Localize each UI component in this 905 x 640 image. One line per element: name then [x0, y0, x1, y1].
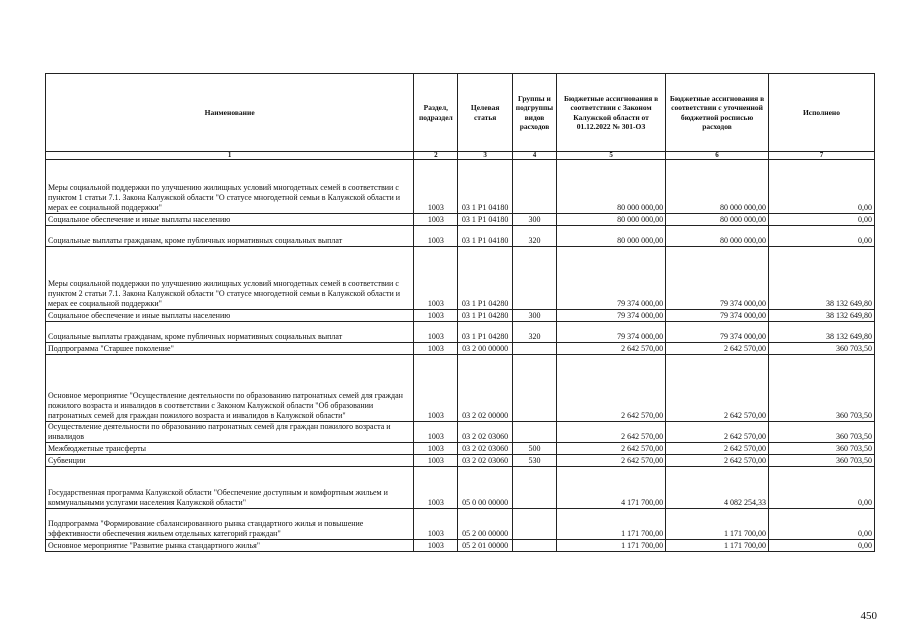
- row-refined-allocation: 79 374 000,00: [666, 322, 769, 343]
- header-article: Целевая статья: [458, 74, 513, 152]
- table-row: [46, 310, 875, 322]
- row-executed: 38 132 649,80: [768, 310, 874, 322]
- table-row: [46, 214, 875, 226]
- row-expense-group: 500: [512, 443, 556, 455]
- row-name: Меры социальной поддержки по улучшению жилищных условий многодетных семей в соответствии с пунктом 2 статьи 7.1. Закона Калужской области "О статусе многодетной семьи в Калужской области и мерах ее социальной поддержки": [46, 247, 414, 310]
- row-expense-group: 300: [512, 310, 556, 322]
- row-section: 1003: [414, 422, 458, 443]
- row-executed: 0,00: [768, 214, 874, 226]
- row-refined-allocation: 1 171 700,00: [666, 509, 769, 540]
- row-name: Социальное обеспечение и иные выплаты населению: [46, 214, 414, 226]
- row-law-allocation: 2 642 570,00: [557, 422, 666, 443]
- row-name: Социальные выплаты гражданам, кроме публичных нормативных социальных выплат: [46, 226, 414, 247]
- row-article: 03 1 P1 04180: [458, 214, 513, 226]
- row-section: 1003: [414, 322, 458, 343]
- row-expense-group: [512, 509, 556, 540]
- row-name: Социальные выплаты гражданам, кроме публичных нормативных социальных выплат: [46, 322, 414, 343]
- header-expense-group: Группы и подгруппы видов расходов: [512, 74, 556, 152]
- row-article: 03 1 P1 04180: [458, 160, 513, 214]
- table-row: [46, 509, 875, 540]
- table-row: [46, 160, 875, 214]
- header-name: Наименование: [46, 74, 414, 152]
- row-executed: 38 132 649,80: [768, 322, 874, 343]
- row-law-allocation: 2 642 570,00: [557, 443, 666, 455]
- row-refined-allocation: 2 642 570,00: [666, 455, 769, 467]
- row-expense-group: [512, 343, 556, 355]
- row-law-allocation: 80 000 000,00: [557, 160, 666, 214]
- row-name: Основное мероприятие "Развитие рынка стандартного жилья": [46, 540, 414, 552]
- row-section: 1003: [414, 455, 458, 467]
- row-executed: 360 703,50: [768, 422, 874, 443]
- row-article: 03 1 P1 04280: [458, 322, 513, 343]
- row-executed: 360 703,50: [768, 355, 874, 422]
- row-article: 03 2 00 00000: [458, 343, 513, 355]
- row-article: 05 0 00 00000: [458, 467, 513, 509]
- row-expense-group: [512, 160, 556, 214]
- row-law-allocation: 1 171 700,00: [557, 540, 666, 552]
- row-expense-group: 300: [512, 214, 556, 226]
- row-law-allocation: 2 642 570,00: [557, 355, 666, 422]
- row-name: Государственная программа Калужской области "Обеспечение доступным и комфортным жильем и коммунальными услугами населения Калужской области": [46, 467, 414, 509]
- row-section: 1003: [414, 509, 458, 540]
- row-article: 03 1 P1 04280: [458, 310, 513, 322]
- row-name: Основное мероприятие "Осуществление деятельности по образованию патронатных семей для граждан пожилого возраста и инвалидов в соответствии с Законом Калужской области "Об образовании патронатных семей для граждан пожилого возраста и инвалидов в Калужской области": [46, 355, 414, 422]
- row-executed: 0,00: [768, 160, 874, 214]
- row-article: 03 2 02 03060: [458, 443, 513, 455]
- table-row: [46, 455, 875, 467]
- column-number: 3: [458, 152, 513, 160]
- row-executed: 360 703,50: [768, 443, 874, 455]
- row-name: Межбюджетные трансферты: [46, 443, 414, 455]
- row-expense-group: [512, 247, 556, 310]
- row-section: 1003: [414, 443, 458, 455]
- row-article: 05 2 00 00000: [458, 509, 513, 540]
- row-law-allocation: 79 374 000,00: [557, 247, 666, 310]
- row-section: 1003: [414, 226, 458, 247]
- table-row: [46, 322, 875, 343]
- row-law-allocation: 80 000 000,00: [557, 226, 666, 247]
- row-refined-allocation: 80 000 000,00: [666, 214, 769, 226]
- row-refined-allocation: 80 000 000,00: [666, 160, 769, 214]
- table-row: [46, 422, 875, 443]
- row-expense-group: [512, 355, 556, 422]
- row-name: Подпрограмма "Формирование сбалансированного рынка стандартного жилья и повышение эффективности обеспечения жильем отдельных категорий граждан": [46, 509, 414, 540]
- row-executed: 360 703,50: [768, 455, 874, 467]
- column-number: 1: [46, 152, 414, 160]
- row-refined-allocation: 2 642 570,00: [666, 422, 769, 443]
- row-law-allocation: 1 171 700,00: [557, 509, 666, 540]
- row-article: 05 2 01 00000: [458, 540, 513, 552]
- row-executed: 0,00: [768, 467, 874, 509]
- column-number: 4: [512, 152, 556, 160]
- row-expense-group: 320: [512, 226, 556, 247]
- row-section: 1003: [414, 540, 458, 552]
- row-refined-allocation: 4 082 254,33: [666, 467, 769, 509]
- row-section: 1003: [414, 355, 458, 422]
- row-section: 1003: [414, 343, 458, 355]
- header-refined-allocation: Бюджетные ассигнования в соответствии с уточненной бюджетной росписью расходов: [666, 74, 769, 152]
- row-name: Социальное обеспечение и иные выплаты населению: [46, 310, 414, 322]
- row-expense-group: 320: [512, 322, 556, 343]
- header-law-allocation: Бюджетные ассигнования в соответствии с Законом Калужской области от 01.12.2022 № 301-ОЗ: [557, 74, 666, 152]
- row-law-allocation: 4 171 700,00: [557, 467, 666, 509]
- row-expense-group: [512, 467, 556, 509]
- row-executed: 0,00: [768, 226, 874, 247]
- table-row: [46, 540, 875, 552]
- row-section: 1003: [414, 214, 458, 226]
- row-law-allocation: 2 642 570,00: [557, 455, 666, 467]
- row-law-allocation: 80 000 000,00: [557, 214, 666, 226]
- row-refined-allocation: 79 374 000,00: [666, 247, 769, 310]
- table-body: [46, 160, 875, 552]
- row-expense-group: [512, 540, 556, 552]
- header-executed: Исполнено: [768, 74, 874, 152]
- row-refined-allocation: 2 642 570,00: [666, 443, 769, 455]
- row-law-allocation: 2 642 570,00: [557, 343, 666, 355]
- row-name: Субвенции: [46, 455, 414, 467]
- row-refined-allocation: 2 642 570,00: [666, 355, 769, 422]
- row-refined-allocation: 1 171 700,00: [666, 540, 769, 552]
- row-name: Меры социальной поддержки по улучшению жилищных условий многодетных семей в соответствии с пунктом 1 статьи 7.1. Закона Калужской области "О статусе многодетной семьи в Калужской области и мерах ее социальной поддержки": [46, 160, 414, 214]
- row-executed: 0,00: [768, 540, 874, 552]
- page-number: 450: [860, 610, 877, 622]
- row-article: 03 2 02 03060: [458, 455, 513, 467]
- table-row: [46, 443, 875, 455]
- row-section: 1003: [414, 247, 458, 310]
- row-law-allocation: 79 374 000,00: [557, 322, 666, 343]
- row-refined-allocation: 79 374 000,00: [666, 310, 769, 322]
- column-number: 6: [666, 152, 769, 160]
- column-number: 2: [414, 152, 458, 160]
- header-section: Раздел, подраздел: [414, 74, 458, 152]
- row-refined-allocation: 80 000 000,00: [666, 226, 769, 247]
- row-name: Подпрограмма "Старшее поколение": [46, 343, 414, 355]
- row-expense-group: 530: [512, 455, 556, 467]
- row-expense-group: [512, 422, 556, 443]
- column-number: 7: [768, 152, 874, 160]
- row-executed: 38 132 649,80: [768, 247, 874, 310]
- table-row: [46, 355, 875, 422]
- row-name: Осуществление деятельности по образованию патронатных семей для граждан пожилого возраста и инвалидов: [46, 422, 414, 443]
- table-row: [46, 226, 875, 247]
- row-article: 03 1 P1 04180: [458, 226, 513, 247]
- row-section: 1003: [414, 160, 458, 214]
- row-section: 1003: [414, 310, 458, 322]
- row-executed: 360 703,50: [768, 343, 874, 355]
- table-row: [46, 467, 875, 509]
- row-refined-allocation: 2 642 570,00: [666, 343, 769, 355]
- row-executed: 0,00: [768, 509, 874, 540]
- row-article: 03 2 02 03060: [458, 422, 513, 443]
- row-law-allocation: 79 374 000,00: [557, 310, 666, 322]
- budget-table: [45, 73, 875, 552]
- row-article: 03 2 02 00000: [458, 355, 513, 422]
- column-number: 5: [557, 152, 666, 160]
- header-row: [46, 74, 875, 152]
- row-section: 1003: [414, 467, 458, 509]
- column-number-row: [46, 152, 875, 160]
- table-row: [46, 247, 875, 310]
- row-article: 03 1 P1 04280: [458, 247, 513, 310]
- table-row: [46, 343, 875, 355]
